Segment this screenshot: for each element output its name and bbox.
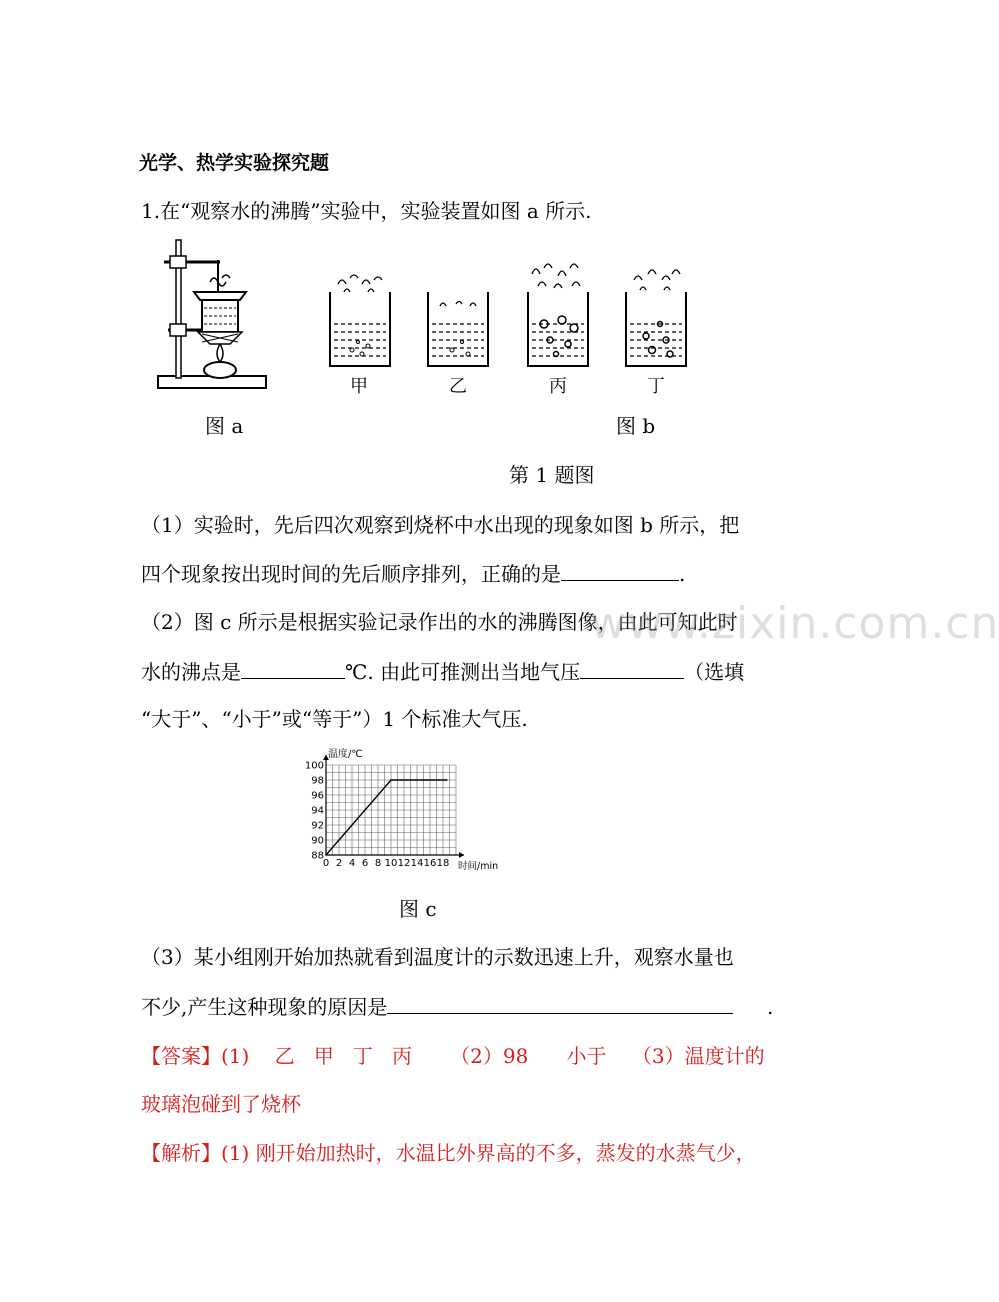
- y-tick-label: 88: [311, 850, 324, 862]
- analysis-tag: 【解析】: [141, 1141, 221, 1165]
- part2-text-b: ℃. 由此可推测出当地气压: [345, 660, 581, 684]
- figure-b-label: 图 b: [616, 414, 656, 438]
- x-tick-label: 8: [374, 858, 382, 869]
- y-tick-label: 100: [304, 760, 324, 772]
- answer-tag: 【答案】: [141, 1044, 221, 1068]
- y-axis-label: 温度/℃: [328, 749, 363, 760]
- beaker-label-ding: 丁: [647, 376, 665, 397]
- part2-line2: [141, 658, 744, 685]
- beaker-yi: [428, 292, 488, 366]
- x-tick-label: 16: [423, 858, 437, 869]
- y-tick-label: 90: [311, 835, 324, 847]
- part2-line1: （2）图 c 所示是根据实验记录作出的水的沸腾图像，由此可知此时: [141, 610, 738, 634]
- figure-a-apparatus: [150, 232, 270, 392]
- analysis-text: (1) 刚开始加热时，水温比外界高的不多，蒸发的水蒸气少，: [221, 1141, 756, 1165]
- figure-b-beakers: [322, 262, 702, 372]
- answer-blank-pressure: [580, 658, 684, 679]
- x-tick-label: 6: [361, 858, 369, 869]
- beaker-bing: [528, 264, 588, 366]
- data-point: [390, 779, 392, 781]
- analysis-line1: [141, 1140, 756, 1166]
- x-tick-label: 18: [436, 858, 450, 869]
- data-point: [325, 854, 327, 856]
- figure-c-label: 图 c: [399, 897, 437, 921]
- figure-c-chart: [302, 745, 522, 875]
- x-tick-label: 12: [397, 858, 411, 869]
- part3-end: .: [767, 995, 774, 1019]
- y-tick-label: 96: [311, 790, 324, 802]
- part2-line3: “大于”、“小于”或“等于”）1 个标准大气压.: [141, 707, 528, 731]
- y-tick-label: 98: [311, 775, 324, 787]
- part1-line2: [141, 560, 685, 587]
- answer-blank-order: [561, 560, 679, 581]
- data-point: [446, 779, 448, 781]
- part2-text-a: 水的沸点是: [141, 660, 241, 684]
- part1-line1: （1）实验时，先后四次观察到烧杯中水出现的现象如图 b 所示，把: [141, 513, 740, 537]
- part3-line1: （3）某小组刚开始加热就看到温度计的示数迅速上升，观察水量也: [141, 945, 734, 969]
- beaker-label-jia: 甲: [350, 376, 368, 397]
- x-tick-label: 2: [335, 858, 343, 869]
- x-tick-label: 10: [384, 858, 398, 869]
- y-tick-label: 92: [311, 820, 324, 832]
- answer-text: (1) 乙 甲 丁 丙 （2）98 小于 （3）温度计的: [221, 1044, 765, 1068]
- y-tick-label: 94: [311, 805, 324, 817]
- figure-caption: 第 1 题图: [509, 463, 595, 487]
- answer-blank-boiling-point: [241, 658, 345, 679]
- answer-line2: 玻璃泡碰到了烧杯: [141, 1092, 301, 1116]
- part1-text: 四个现象按出现时间的先后顺序排列，正确的是: [141, 562, 561, 586]
- watermark: www.zixin.com.cn: [590, 598, 999, 649]
- beaker-jia: [330, 275, 390, 366]
- x-axis-arrow: [459, 852, 464, 858]
- beaker-ding: [626, 270, 686, 366]
- part3-line2: [141, 993, 773, 1020]
- part2-text-c: （选填: [684, 660, 745, 684]
- figure-a-label: 图 a: [205, 414, 244, 438]
- part1-end: .: [679, 562, 686, 586]
- x-tick-label: 14: [410, 858, 424, 869]
- answer-blank-reason: [387, 993, 733, 1014]
- question-intro: 1.在“观察水的沸腾”实验中，实验装置如图 a 所示.: [141, 199, 592, 223]
- section-title: 光学、热学实验探究题: [139, 152, 330, 174]
- answer-line1: [141, 1043, 765, 1069]
- beaker-label-bing: 丙: [549, 376, 567, 397]
- part3-text: 不少,产生这种现象的原因是: [141, 995, 388, 1019]
- x-tick-label: 0: [322, 858, 330, 869]
- beaker-label-yi: 乙: [449, 376, 467, 397]
- x-axis-label: 时间/min: [458, 861, 499, 872]
- x-tick-label: 4: [348, 858, 356, 869]
